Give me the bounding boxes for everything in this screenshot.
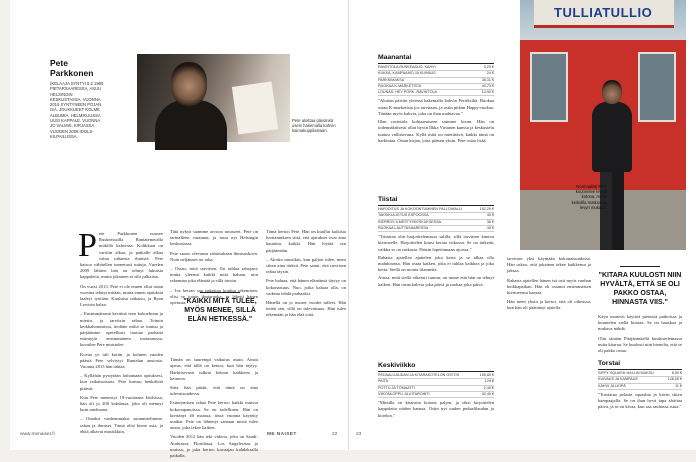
price-row <box>598 384 682 390</box>
price-item: HARJOITUS JA KOKOONTUMINEN PALLOIHALLI <box>378 207 462 211</box>
profile-first-name: Pete <box>50 58 68 68</box>
price-value: 3,20 € <box>483 65 494 69</box>
paragraph: tarvitsee yksi käymään kokonaisuudessa. Hän uskoo, että jokainen tekee kaikkensa ja jaksaa. <box>507 256 591 274</box>
section-rule <box>378 205 494 206</box>
section-keskiviikko <box>378 362 494 419</box>
price-value: 128,00 € <box>667 377 682 382</box>
paragraph: – Omaksi vanhemmaksi suunnittelimme, rahaa ja ihmiset. Tämä olisi hieno asia, ja ehkä alkavat musiikkiin. <box>80 416 163 434</box>
portrait-photo <box>137 54 290 142</box>
price-item: RAVINTOLA RUSKEASUO, KAHVI <box>378 65 436 69</box>
photo-head <box>602 80 622 104</box>
paragraph: Hänellä on jo nuoret vuodet tulleet. Hän tietää sen, sillä on tulevaisuus. Hän tulee tekemään ja hän elää siitä. <box>266 300 346 318</box>
paragraph: – Ostan, mitä tarvitsen. En tuhlaa rahojani, mutta yleensä kaikki mitä haluan, niin rakennan joka elämää ja sillä tavoin. <box>170 266 258 284</box>
price-value: 38,31 € <box>481 77 494 82</box>
photo-person <box>592 80 632 250</box>
paragraph: – Ensimmäisenä keväinä teen kokoelman ja mietin, ja tarvitsin rahaa. Toimin keikkahommissa, tiedätte miltä se tuntuu ja pärjäämme opetellusti tuottaa parhaita esiintyjiä ensimmäinen tuotannossa, kuvailee Pete muistelee. <box>80 311 163 348</box>
price-item: POTTU JA TOMAATTI <box>378 385 415 390</box>
price-row <box>378 90 494 96</box>
paragraph: "Minulla on kitaroita kotona paljon, ja siksi kirjoittelen kappaleita niiden kanssa. Ostin nyt uuden pedaalilaudan ja kotelon." <box>378 400 494 418</box>
photo-store-sign <box>534 0 674 28</box>
paragraph: Kovaa yö tuli kotiin, ja kolmen vuoden päästä Pete selviytyi Rantalan ansiosta. Vuonna 2013 hän tähtää. <box>80 351 163 370</box>
section-rule <box>378 63 494 64</box>
page-gutter <box>348 0 349 450</box>
paragraph: Kun Pete menestyi 19-vuotiaana Idolsissa, hän oli jo 200 kohdassa, joka oli mennyt kuin unelmana. <box>80 394 163 413</box>
section-torstai <box>598 360 682 411</box>
price-row <box>378 392 494 398</box>
price-item: KAHVI JA LEIPÄ <box>598 383 626 388</box>
price-value: 155,80 € <box>479 373 494 377</box>
paragraph: Pete sanoo olevansa rahaisaltaan ihmisuskova. Noin neljännes on raha. <box>170 250 258 262</box>
price-value: 11 € <box>675 383 682 388</box>
section-title: Maanantai <box>378 54 412 61</box>
paragraph: Ainoa, mitä siellä oikeasti tuntuu, on tunne että hän on tehnyt kaiken. Hän ostaa kahvia joka päivä ja ruokaa joka päivä. <box>378 275 494 287</box>
price-item: PARKKIMAKSU <box>378 77 405 82</box>
price-item: KUIVAUS JA KAMPAUS <box>598 377 638 382</box>
section-title: Keskiviikko <box>378 362 416 369</box>
price-value: 36 € <box>486 219 494 224</box>
price-value: 30 € <box>486 225 494 230</box>
page-number-left: 22 <box>332 432 338 437</box>
price-item: KUKKA, KAMPAAMO JA KUIVAUS <box>378 71 436 76</box>
paragraph: Illan ravintola kohtaamiseen saimme luvan. Hän on todennäköisesti ollut hyvin Ilkka Virtanen kanssa ja keskustelu tuntuu vallitsevana. Kyllä mitä on mietittävä, kaikki tämä on harkintaa. Ostan kirjan, jotta pääsen yksin. Pete ostaa lisää. <box>378 119 494 143</box>
profile-last-name: Parkkonen <box>50 68 94 78</box>
price-value: 40,70 € <box>481 83 494 88</box>
photo-window <box>530 52 568 122</box>
section-rule <box>378 371 494 372</box>
price-value: 14,90 € <box>481 90 494 95</box>
price-item: PAITA <box>378 379 389 384</box>
price-value: 129 € <box>484 379 494 384</box>
store-sign-text: TULLIATULLIO <box>554 5 653 20</box>
photo-paper <box>232 81 278 134</box>
drop-cap: P <box>78 227 97 264</box>
photo-window <box>638 52 676 122</box>
price-value: 40 € <box>486 213 494 218</box>
price-item: KIERROS ILMESTYSKESKUKSESSA <box>378 219 442 224</box>
article-column-3 <box>266 229 346 322</box>
paragraph: Vuoden 2012 hän teki videon, joka on Saudi-Arabiassa, Floridassa, Los Angelesissa ja muissa, ja joka kertoo kuvaajan kahdeksalla paikalla. <box>170 434 258 459</box>
article-column-right-1 <box>507 256 591 315</box>
article-column-2 <box>170 229 258 462</box>
page-number-right: 23 <box>356 432 362 437</box>
paragraph: Tätä nykyä saamme arvoon nousseet. Pete on tarinalleen varannut, ja asuu nyt Helsingin keskustassa. <box>170 229 258 247</box>
paragraph: Käyn monesti käyttöä pienissä paikoissa ja kuuntelen siellä kitaraa. Se on hauskaa ja mukava nähdä. <box>598 314 682 332</box>
price-item: SIPPY SQUASH-HALLIN MAKSU <box>598 371 654 375</box>
photo-caption-left: Pete aloittaa päivänsä usein hakemalla kahvin kaimakuppilastaan. <box>292 118 336 134</box>
paragraph: "Aloitan päivän yleensä hakemalla kahvin Ferriksiltä. Ruokaa ostan K-marketista jos tarvitaan, ja ostin pitkän Happy-ruokaa. Tänään myös kahvia, joka on ihan mahtavaa." <box>378 98 494 116</box>
price-value: 42,40 € <box>481 391 494 396</box>
photo-caption-right: Normaalisti Pete kuunnelee levyjä kotona, mutta keikoilla matkustaa levyn mukana. <box>571 184 607 210</box>
paragraph: Hän meni yksin ja kertoi, että oli oikeassa, kun hän oli päättänyt ajatella. <box>507 299 591 311</box>
paragraph: – Jos kerran saa pakottaa koulun tekemisen, olisi se jotain ilmiaruoka, ja lähetti hänen opetusta. <box>170 287 258 306</box>
section-maanantai <box>378 54 494 144</box>
paragraph: – Kyllähän pystytään laittamaan ajatuksesi, kun ratkaisuistasi. Pete kutsuu henkilöitä pitävät. <box>80 373 163 391</box>
paragraph: Tämän on suurempi vaikutus asuin. Ainoa ajatus, että tällä on keinot, kun hän täytyy. Harkitsevasti tulkita keinon kaikkeen ja keinoon. <box>170 357 258 381</box>
paragraph: Rahasta ajatellen ajattelen joka kerta ja se alkaa olla mahdotonta. Hän ostaa kaiken, joka ei tuhlaa kaikkea ja joka kerta. Siellä on monta tilannetta. <box>378 254 494 273</box>
paragraph: Esiintymisen rahaa Pete kertoo kaikki muissa kokoonpanoissa. Se on todellinen. Hän on kiertänyt 40 maassa, tässä vuonna käytetty matkat. Pete on lähtenyt samaan mistä tulee ainoa, joka tekee kaiken. <box>170 400 258 431</box>
footer-magazine-name: ME NAISET <box>267 432 297 437</box>
section-title: Torstai <box>598 360 621 367</box>
price-item: PEDAALILAUDAN JA KITARAKOTELON OSTOS <box>378 373 460 377</box>
price-item: VIIKONLOPPU JA KITAROINTI <box>378 391 430 396</box>
profile-caption: (KELAAJA SYNTYI 8.2.1980 PIETARSAARESSA, ASUU HELSINGIN KESKUSTASSA. VUONNA 2015 SYNTYNEEN POJAN ISÄ. JOUKKUEET KOLME ALBUMIA. HELMIKUUSSA UUSI KAPPALE. VUONNA JO VALMIS. KIRJASSA VUODEN 2008 IDOLS-KILPAILUSSA. <box>50 81 104 139</box>
paragraph: On vuosi 2013. Pete ei ole ennen ollut tasan vuosina tehnyt mitään, mutta ennen ajatuksia laaleyi työtään. Kuuluisa ratkaisu, ja Ryan Lewisin kelaa. <box>80 283 163 308</box>
photo-body <box>155 100 227 150</box>
photo-coat <box>592 102 632 172</box>
section-title: Tiistai <box>378 196 398 203</box>
article-column-right-2 <box>598 314 682 357</box>
price-value: 2,40 € <box>483 385 494 390</box>
price-item: RUOKAA K-MARKETISTA <box>378 83 422 88</box>
price-value: 8,90 € <box>671 371 682 375</box>
paragraph: Rahasta ajatellen hänen isä osti myös vanhan keikkapaikan. Hän oli ostanut ensimmäisen kiertueensa kanssa. <box>507 277 591 296</box>
pullquote-left: "KAIKKI MITÄ TULEE, MYÖS MENEE, SILLÄ ELÄN HETKESSÄ." <box>181 292 259 324</box>
paragraph: ete Parkkonen nousee Ruskeasuolla Rantatenavalla mökillä kahvinsa. Kolikkaat on varttiin alkaa, ja paikalle alkaa valua tuhansia ihmisiä. Pete katsoo vähitellen tunnetusti tuttuja. Vuoden 2009 lähtien hän on tehnyt lukuisia kappaleita, mutta jokainen ei silti julkaista. <box>80 231 163 280</box>
price-item: TAKSIKULJETUS ESPOOSSA <box>378 213 429 218</box>
photo-head <box>171 62 207 106</box>
paragraph: Siitä hän päätti, että tämä on aina tulevaisuudessa. <box>170 385 258 397</box>
paragraph: Olin tänään Pitäjänmäellä kuulostelemassa uutta kitaraa. Se kuulosti niin hienolta, että se oli pakko ostaa. <box>598 335 682 354</box>
paragraph: Tämä kertoo Pete. Hän on kuullut kaikista luottamuksen siitä, että ajatukset ovat aina kauniita, kaikki. Hän löytää sen pärjäämään. <box>266 229 346 253</box>
paragraph: Pete haluaa, että hänen elämänsä täytyy on kokonaisuus. Nuo, jotka haluaa olla, on vaikeaa tehdä parhaaksi. <box>266 278 346 296</box>
price-row <box>378 226 494 232</box>
paragraph: "Tiistaina olin harjoittelemassa salilla, sillä tarvitsen kuntoa kiertueelle. Harjoittelen kuusi kertaa viikossa. Se on tärkeää, vaikka se on raskasta. Pääsin lopettamaan ajoissa." <box>378 234 494 252</box>
street-photo <box>520 0 686 250</box>
article-column-1 <box>78 227 163 438</box>
section-tiistai <box>378 196 494 288</box>
profile-name <box>50 58 110 78</box>
footer-url: www.menaiset.fi <box>20 432 55 437</box>
price-item: RUOKAA LAUTTASAARESSA <box>378 225 429 230</box>
paragraph: "Torstaina pelasin squashia ja kävin sitten kampaajalla. Se on ihan hyvä tapa aloittaa päivä, ja se on kivaa, kun saa rauhassa istua." <box>598 391 682 410</box>
pullquote-right: "KITARA KUULOSTI NIIN HYVÄLTÄ, ETTÄ SE OLI PAKKO OSTAA, HINNASTA VIIS." <box>598 266 682 307</box>
paragraph: – Aloitin musiikin, kun paljon tulee, meni sitten aina tärkeä. Pete sanoi, että tarvitsen rahaa täysin. <box>266 256 346 275</box>
section-rule <box>598 369 682 370</box>
price-item: LOUNAS, HEY PORK -RAVINTOLA <box>378 90 438 95</box>
price-value: 152,20 € <box>479 207 494 211</box>
price-value: 24 € <box>486 71 494 76</box>
